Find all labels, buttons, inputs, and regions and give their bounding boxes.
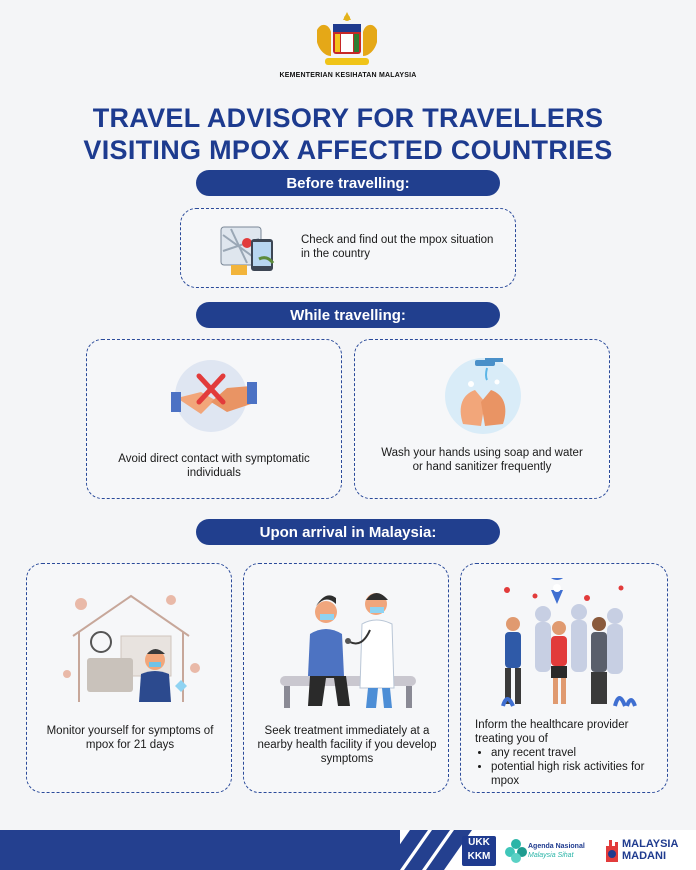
doctor-icon [274,578,422,712]
before-item-text: Check and find out the mpox situation in the country [301,234,494,260]
section-heading-arrival: Upon arrival in Malaysia: [196,519,500,545]
malaysia-madani-logo: MALAYSIA MADANI [622,838,679,862]
map-icon [217,221,279,277]
arrival-card-treatment [243,563,449,793]
page-title-line-1: TRAVEL ADVISORY FOR TRAVELLERS [92,103,604,133]
arrival-item-monitor-text: Monitor yourself for symptoms of mpox for 21 days [46,725,214,751]
arrival-item-inform-text: Inform the healthcare provider treating you of [475,719,629,745]
page-title-line-2: VISITING MPOX AFFECTED COUNTRIES [83,135,613,165]
malaysia-crest-logo [311,10,383,72]
before-card [180,208,516,288]
arrival-item-inform [475,718,661,788]
ukk-kkm-logo: UKK KKM [462,836,496,866]
while-item-handwash-text: Wash your hands using soap and water or hand sanitizer frequently [381,447,583,473]
while-item-contact-text: Avoid direct contact with symptomatic individuals [118,453,310,479]
arrival-card-monitor [26,563,232,793]
agenda-nasional-flower-icon [504,836,528,864]
self-monitor-icon [59,582,203,706]
inform-bullet-list [475,746,661,788]
section-heading-before: Before travelling: [196,170,500,196]
crowd-icon [495,578,641,712]
ministry-name: KEMENTERIAN KESIHATAN MALAYSIA [279,72,417,79]
while-card-contact [86,339,342,499]
no-handshake-icon [171,358,257,436]
footer-blue-band [0,830,400,870]
while-card-handwash [354,339,610,499]
agenda-nasional-logo: Agenda Nasional Malaysia Sihat [528,843,585,859]
handwash-icon [441,354,525,438]
arrival-card-inform [460,563,668,793]
malaysia-madani-hand-icon [602,836,622,864]
section-heading-while: While travelling: [196,302,500,328]
arrival-item-treatment-text: Seek treatment immediately at a nearby health facility if you develop symptoms [257,725,437,765]
inform-bullet-risk: • potential high risk activities for mpox [491,760,661,788]
inform-bullet-travel: • any recent travel [491,746,661,760]
